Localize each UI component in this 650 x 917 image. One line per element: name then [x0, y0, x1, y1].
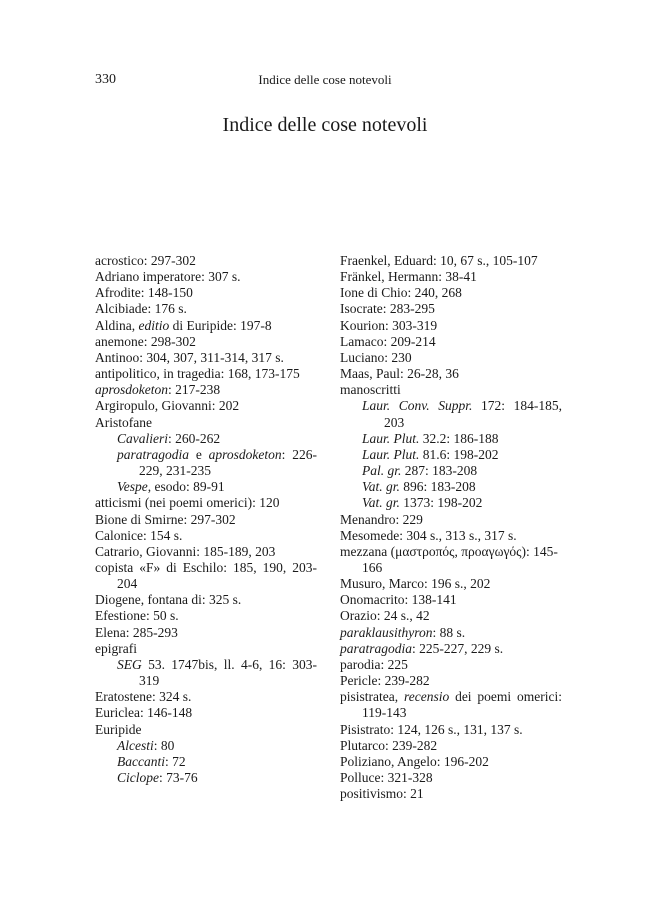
index-entry-text: Isocrate: 283-295	[340, 301, 435, 317]
index-entry-text: : 225-227, 229 s.	[412, 640, 504, 656]
index-entry	[95, 641, 317, 657]
index-entry-text: : 88 s.	[432, 624, 466, 640]
index-subentry	[95, 738, 317, 754]
index-entry-text: Polluce: 321-328	[340, 770, 433, 785]
index-entry-text: epigrafi	[95, 640, 137, 656]
index-entry-text: Ione di Chio: 240, 268	[340, 285, 462, 301]
index-entry-text: Calonice: 154 s.	[95, 527, 183, 543]
index-entry-text: : 73-76	[159, 770, 198, 785]
index-entry	[340, 269, 562, 285]
index-subentry	[340, 495, 562, 511]
index-entry-text: 172: 184-185, 203	[384, 398, 562, 430]
index-entry	[95, 318, 317, 334]
page-title: Indice delle cose notevoli	[222, 114, 428, 136]
index-entry-text: Pisistrato: 124, 126 s., 131, 137 s.	[340, 721, 523, 737]
index-entry-text: Diogene, fontana di: 325 s.	[95, 592, 242, 608]
index-entry-text: Laur. Plut.	[362, 446, 420, 462]
index-entry-text: Aldina,	[95, 317, 139, 333]
index-entry-text: Euriclea: 146-148	[95, 705, 193, 721]
index-entry-text: : 260-262	[168, 430, 221, 446]
index-entry	[340, 382, 562, 398]
index-entry	[340, 528, 562, 544]
index-entry-text: paraklausithyron	[340, 624, 433, 640]
index-entry-text: Lamaco: 209-214	[340, 333, 436, 349]
index-subentry	[340, 431, 562, 447]
index-entry	[340, 544, 562, 576]
index-entry-text: 896: 183-208	[399, 479, 476, 495]
index-entry	[340, 608, 562, 624]
index-entry	[95, 608, 317, 624]
index-entry-text: acrostico: 297-302	[95, 253, 196, 268]
index-entry	[340, 754, 562, 770]
index-entry-text: atticismi (nei poemi omerici): 120	[95, 495, 280, 511]
index-entry-text: Argiropulo, Giovanni: 202	[95, 398, 240, 414]
index-entry-text: Afrodite: 148-150	[95, 285, 193, 301]
index-entry-text: 53. 1747bis, ll. 4-6, 16: 303-319	[139, 656, 317, 689]
index-entry-text: editio	[138, 317, 170, 333]
index-entry-text: , esodo: 89-91	[147, 479, 225, 495]
index-entry	[340, 512, 562, 528]
index-entry-text: Mesomede: 304 s., 313 s., 317 s.	[340, 527, 517, 543]
index-entry-text: Catrario, Giovanni: 185-189, 203	[95, 543, 276, 559]
index-entry-text: Poliziano, Angelo: 196-202	[340, 753, 489, 769]
index-entry-text: Elena: 285-293	[95, 624, 178, 640]
index-subentry	[340, 463, 562, 479]
index-subentry	[340, 479, 562, 495]
index-entry	[340, 350, 562, 366]
index-entry-text: paratragodia	[340, 640, 413, 656]
index-entry-text: Vat. gr.	[362, 479, 400, 495]
index-entry-text: Plutarco: 239-282	[340, 737, 438, 753]
index-entry	[340, 318, 562, 334]
index-entry	[340, 689, 562, 721]
index-entry-text: : 72	[164, 753, 186, 769]
index-column-left	[95, 253, 317, 786]
index-entry	[95, 334, 317, 350]
index-entry	[95, 285, 317, 301]
index-subentry	[95, 754, 317, 770]
index-entry-text: manoscritti	[340, 382, 401, 398]
index-entry-text: Cavalieri	[117, 430, 168, 446]
index-entry-text: Fränkel, Hermann: 38-41	[340, 269, 477, 285]
index-entry-text: Eratostene: 324 s.	[95, 689, 192, 705]
index-entry	[95, 301, 317, 317]
index-subentry	[95, 447, 317, 479]
index-entry-text: SEG	[117, 656, 142, 672]
index-entry	[340, 592, 562, 608]
index-entry	[340, 301, 562, 317]
index-entry-text: Vat. gr.	[362, 495, 400, 511]
index-entry-text: 81.6: 198-202	[419, 446, 499, 462]
index-entry-text: Alcibiade: 176 s.	[95, 301, 187, 317]
index-entry	[340, 253, 562, 269]
index-entry	[95, 269, 317, 285]
index-entry	[95, 495, 317, 511]
index-entry-text: recensio	[403, 689, 450, 705]
index-entry-text: : 217-238	[168, 382, 221, 398]
index-entry	[340, 366, 562, 382]
index-entry-text: Laur. Conv. Suppr.	[362, 398, 473, 414]
index-entry-text: Alcesti	[117, 737, 154, 753]
index-entry-text: 287: 183-208	[401, 463, 478, 479]
index-entry	[95, 366, 317, 382]
index-entry-text: 1373: 198-202	[399, 495, 483, 511]
index-entry-text: Menandro: 229	[340, 511, 423, 527]
index-entry	[340, 285, 562, 301]
index-entry	[95, 253, 317, 269]
index-entry-text: Euripide	[95, 721, 142, 737]
index-entry	[95, 544, 317, 560]
index-entry	[95, 512, 317, 528]
index-subentry	[95, 479, 317, 495]
index-entry-text: paratragodia	[117, 446, 190, 462]
index-entry	[340, 641, 562, 657]
index-entry	[95, 350, 317, 366]
index-entry-text: Pal. gr.	[362, 463, 402, 479]
index-entry-text: dei poemi omerici: 119-143	[362, 689, 562, 721]
index-entry	[340, 625, 562, 641]
index-entry-text: Onomacrito: 138-141	[340, 592, 457, 608]
index-subentry	[95, 770, 317, 786]
running-head	[95, 72, 555, 92]
index-entry	[95, 382, 317, 398]
index-entry-text: Fraenkel, Eduard: 10, 67 s., 105-107	[340, 253, 538, 268]
page-number: 330	[95, 72, 116, 87]
index-entry	[340, 673, 562, 689]
index-entry-text: Vespe	[117, 479, 148, 495]
index-entry	[95, 398, 317, 414]
index-entry-text: anemone: 298-302	[95, 333, 196, 349]
index-subentry	[95, 657, 317, 689]
index-entry	[340, 738, 562, 754]
index-entry	[95, 705, 317, 721]
index-entry-text: Adriano imperatore: 307 s.	[95, 269, 241, 285]
index-entry-text: parodia: 225	[340, 656, 408, 672]
index-entry-text: Kourion: 303-319	[340, 317, 438, 333]
index-entry-text: Bione di Smirne: 297-302	[95, 511, 236, 527]
index-entry-text: aprosdoketon	[95, 382, 168, 398]
index-entry-text: mezzana (μαστροπός, προαγωγός): 145-166	[340, 543, 558, 575]
index-entry-text: di Euripide: 197-8	[169, 317, 272, 333]
index-entry	[340, 576, 562, 592]
index-entry-text: positivismo: 21	[340, 786, 424, 802]
index-subentry	[340, 398, 562, 430]
index-entry	[95, 592, 317, 608]
index-entry-text: Ciclope	[117, 770, 159, 785]
index-subentry	[340, 447, 562, 463]
index-entry-text: Aristofane	[95, 414, 152, 430]
index-entry-text: 32.2: 186-188	[419, 430, 499, 446]
index-entry-text: Maas, Paul: 26-28, 36	[340, 366, 459, 382]
index-column-right	[340, 253, 562, 802]
index-entry	[95, 560, 317, 592]
running-title: Indice delle cose notevoli	[258, 72, 392, 87]
index-entry	[95, 528, 317, 544]
index-entry-text: Luciano: 230	[340, 349, 412, 365]
index-entry-text: : 80	[153, 737, 175, 753]
index-entry-text: copista «F» di Eschilo: 185, 190, 203-204	[95, 559, 317, 592]
index-entry	[340, 786, 562, 802]
index-entry	[95, 689, 317, 705]
index-entry	[95, 625, 317, 641]
index-entry	[340, 657, 562, 673]
index-entry-text: e	[189, 446, 209, 462]
index-entry-text: Musuro, Marco: 196 s., 202	[340, 576, 491, 592]
index-entry	[340, 770, 562, 786]
index-entry-text: Laur. Plut.	[362, 430, 420, 446]
index-entry-text: : 226-229, 231-235	[139, 446, 317, 479]
index-entry-text: aprosdoketon	[208, 446, 282, 462]
index-entry	[95, 722, 317, 738]
index-entry-text: antipolitico, in tragedia: 168, 173-175	[95, 366, 300, 382]
index-entry-text: Pericle: 239-282	[340, 673, 430, 689]
index-subentry	[95, 431, 317, 447]
index-entry-text: Orazio: 24 s., 42	[340, 608, 430, 624]
index-entry	[340, 334, 562, 350]
index-entry	[95, 415, 317, 431]
index-entry-text: pisistratea,	[340, 689, 404, 705]
index-entry	[340, 722, 562, 738]
index-entry-text: Baccanti	[117, 753, 165, 769]
index-entry-text: Antinoo: 304, 307, 311-314, 317 s.	[95, 349, 284, 365]
index-entry-text: Efestione: 50 s.	[95, 608, 179, 624]
